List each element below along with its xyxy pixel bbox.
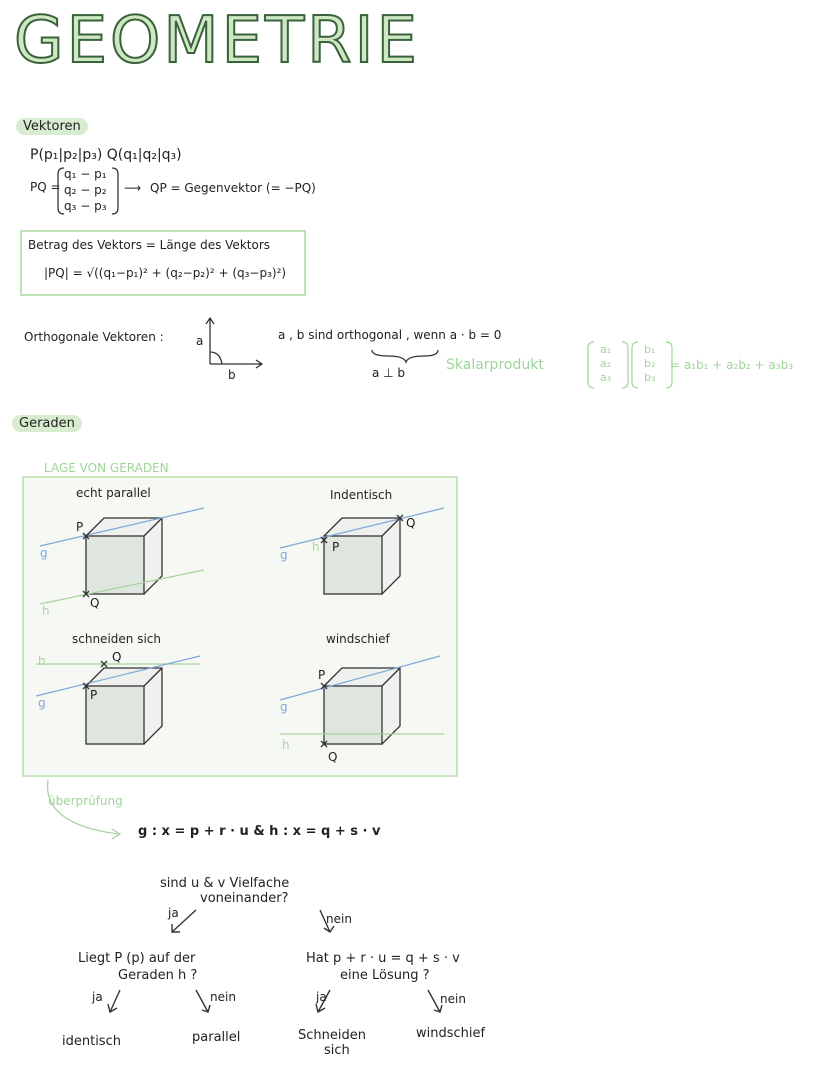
skalarprodukt-label: Skalarprodukt — [446, 357, 544, 373]
label-g-4: g — [280, 700, 288, 714]
label-q-1: Q — [90, 596, 100, 610]
lage-box-title: LAGE VON GERADEN — [44, 461, 169, 475]
result-windschief: windschief — [416, 1026, 486, 1041]
pq-label: PQ = — [30, 180, 61, 194]
pq-component-1: q₁ − p₁ — [64, 167, 107, 181]
label-h-1: h — [42, 604, 50, 618]
orth-vector-b: b — [228, 368, 236, 382]
skalar-result: = a₁b₁ + a₂b₂ + a₃b₃ — [670, 358, 794, 372]
flow-ja-1: ja — [168, 906, 179, 920]
pq-bracket-right — [112, 168, 118, 214]
orthogonal-statement: a , b sind orthogonal , wenn a · b = 0 — [278, 328, 502, 342]
perpendicular-notation: a ⊥ b — [372, 366, 406, 380]
line-equations: g : x = p + r · u & h : x = q + s · v — [138, 824, 381, 839]
flow-question-1-line1: sind u & v Vielfache — [160, 876, 290, 891]
betrag-formula: |PQ| = √((q₁−p₁)² + (q₂−p₂)² + (q₃−p₃)²) — [44, 266, 287, 280]
arrow-ja-2 — [108, 990, 120, 1012]
skalar-a2: a₂ — [600, 357, 612, 370]
label-g-3: g — [38, 696, 46, 710]
label-q-3: Q — [112, 650, 122, 664]
section-heading-geraden: Geraden — [12, 415, 82, 432]
label-p-1: P — [76, 520, 84, 534]
case-label-schneiden: schneiden sich — [72, 632, 161, 646]
flow-ja-2: ja — [92, 990, 103, 1004]
result-identisch: identisch — [62, 1034, 121, 1049]
orthogonal-label: Orthogonale Vektoren : — [24, 330, 164, 344]
skalar-bracket-b — [632, 342, 672, 388]
label-h-2: h — [312, 540, 320, 554]
flow-question-2-line2: Geraden h ? — [118, 968, 198, 983]
flow-nein-3: nein — [440, 992, 466, 1006]
skalar-b3: b₃ — [644, 371, 656, 384]
betrag-text: Betrag des Vektors = Länge des Vektors — [28, 238, 270, 252]
skalar-bracket-a — [588, 342, 628, 388]
qp-gegenvektor: QP = Gegenvektor (= −PQ) — [150, 181, 316, 195]
skalar-b2: b₂ — [644, 357, 656, 370]
section-heading-vektoren: Vektoren — [16, 118, 88, 135]
pq-bracket-left — [58, 168, 64, 214]
flow-question-2-line1: Liegt P (p) auf der — [78, 951, 196, 966]
points-definition: P(p₁|p₂|p₃) Q(q₁|q₂|q₃) — [30, 147, 182, 163]
label-p-4: P — [318, 668, 326, 682]
right-angle-arc — [210, 352, 222, 364]
pq-component-3: q₃ − p₃ — [64, 199, 107, 213]
cube-windschief — [324, 668, 400, 744]
label-h-3: h — [38, 654, 46, 668]
cube-schneiden — [86, 668, 162, 744]
skalar-b1: b₁ — [644, 343, 656, 356]
page-title: GEOMETRIE — [14, 4, 420, 78]
label-g-1: g — [40, 546, 48, 560]
case-label-windschief: windschief — [326, 632, 390, 646]
result-schneiden-line1: Schneiden — [298, 1028, 366, 1043]
axis-right-icon — [210, 360, 262, 368]
flow-nein-2: nein — [210, 990, 236, 1004]
orth-vector-a: a — [196, 334, 204, 348]
dot-icon: · — [630, 357, 634, 371]
arrow-right-icon: ⟶ — [124, 181, 142, 195]
cube-echt-parallel — [86, 518, 162, 594]
label-p-2: P — [332, 540, 340, 554]
skalar-a3: a₃ — [600, 371, 612, 384]
label-q-4: Q — [328, 750, 338, 764]
flow-question-1-line2: voneinander? — [200, 891, 289, 906]
axis-up-icon — [206, 318, 214, 364]
case-label-identisch: Indentisch — [330, 488, 393, 502]
flow-nein-1: nein — [326, 912, 352, 926]
check-label: überprüfung — [48, 794, 123, 808]
label-h-4: h — [282, 738, 290, 752]
case-label-echt-parallel: echt parallel — [76, 486, 151, 500]
label-g-2: g — [280, 548, 288, 562]
underbrace — [372, 350, 438, 362]
flow-ja-3: ja — [316, 990, 327, 1004]
skalar-a1: a₁ — [600, 343, 612, 356]
pq-component-2: q₂ − p₂ — [64, 183, 107, 197]
label-q-2: Q — [406, 516, 416, 530]
label-p-3: P — [90, 688, 98, 702]
result-schneiden-line2: sich — [324, 1043, 350, 1058]
cube-identisch — [324, 518, 400, 594]
result-parallel: parallel — [192, 1030, 241, 1045]
flow-question-3-line1: Hat p + r · u = q + s · v — [306, 951, 460, 966]
arrow-nein-2 — [196, 990, 210, 1012]
flow-question-3-line2: eine Lösung ? — [340, 968, 430, 983]
